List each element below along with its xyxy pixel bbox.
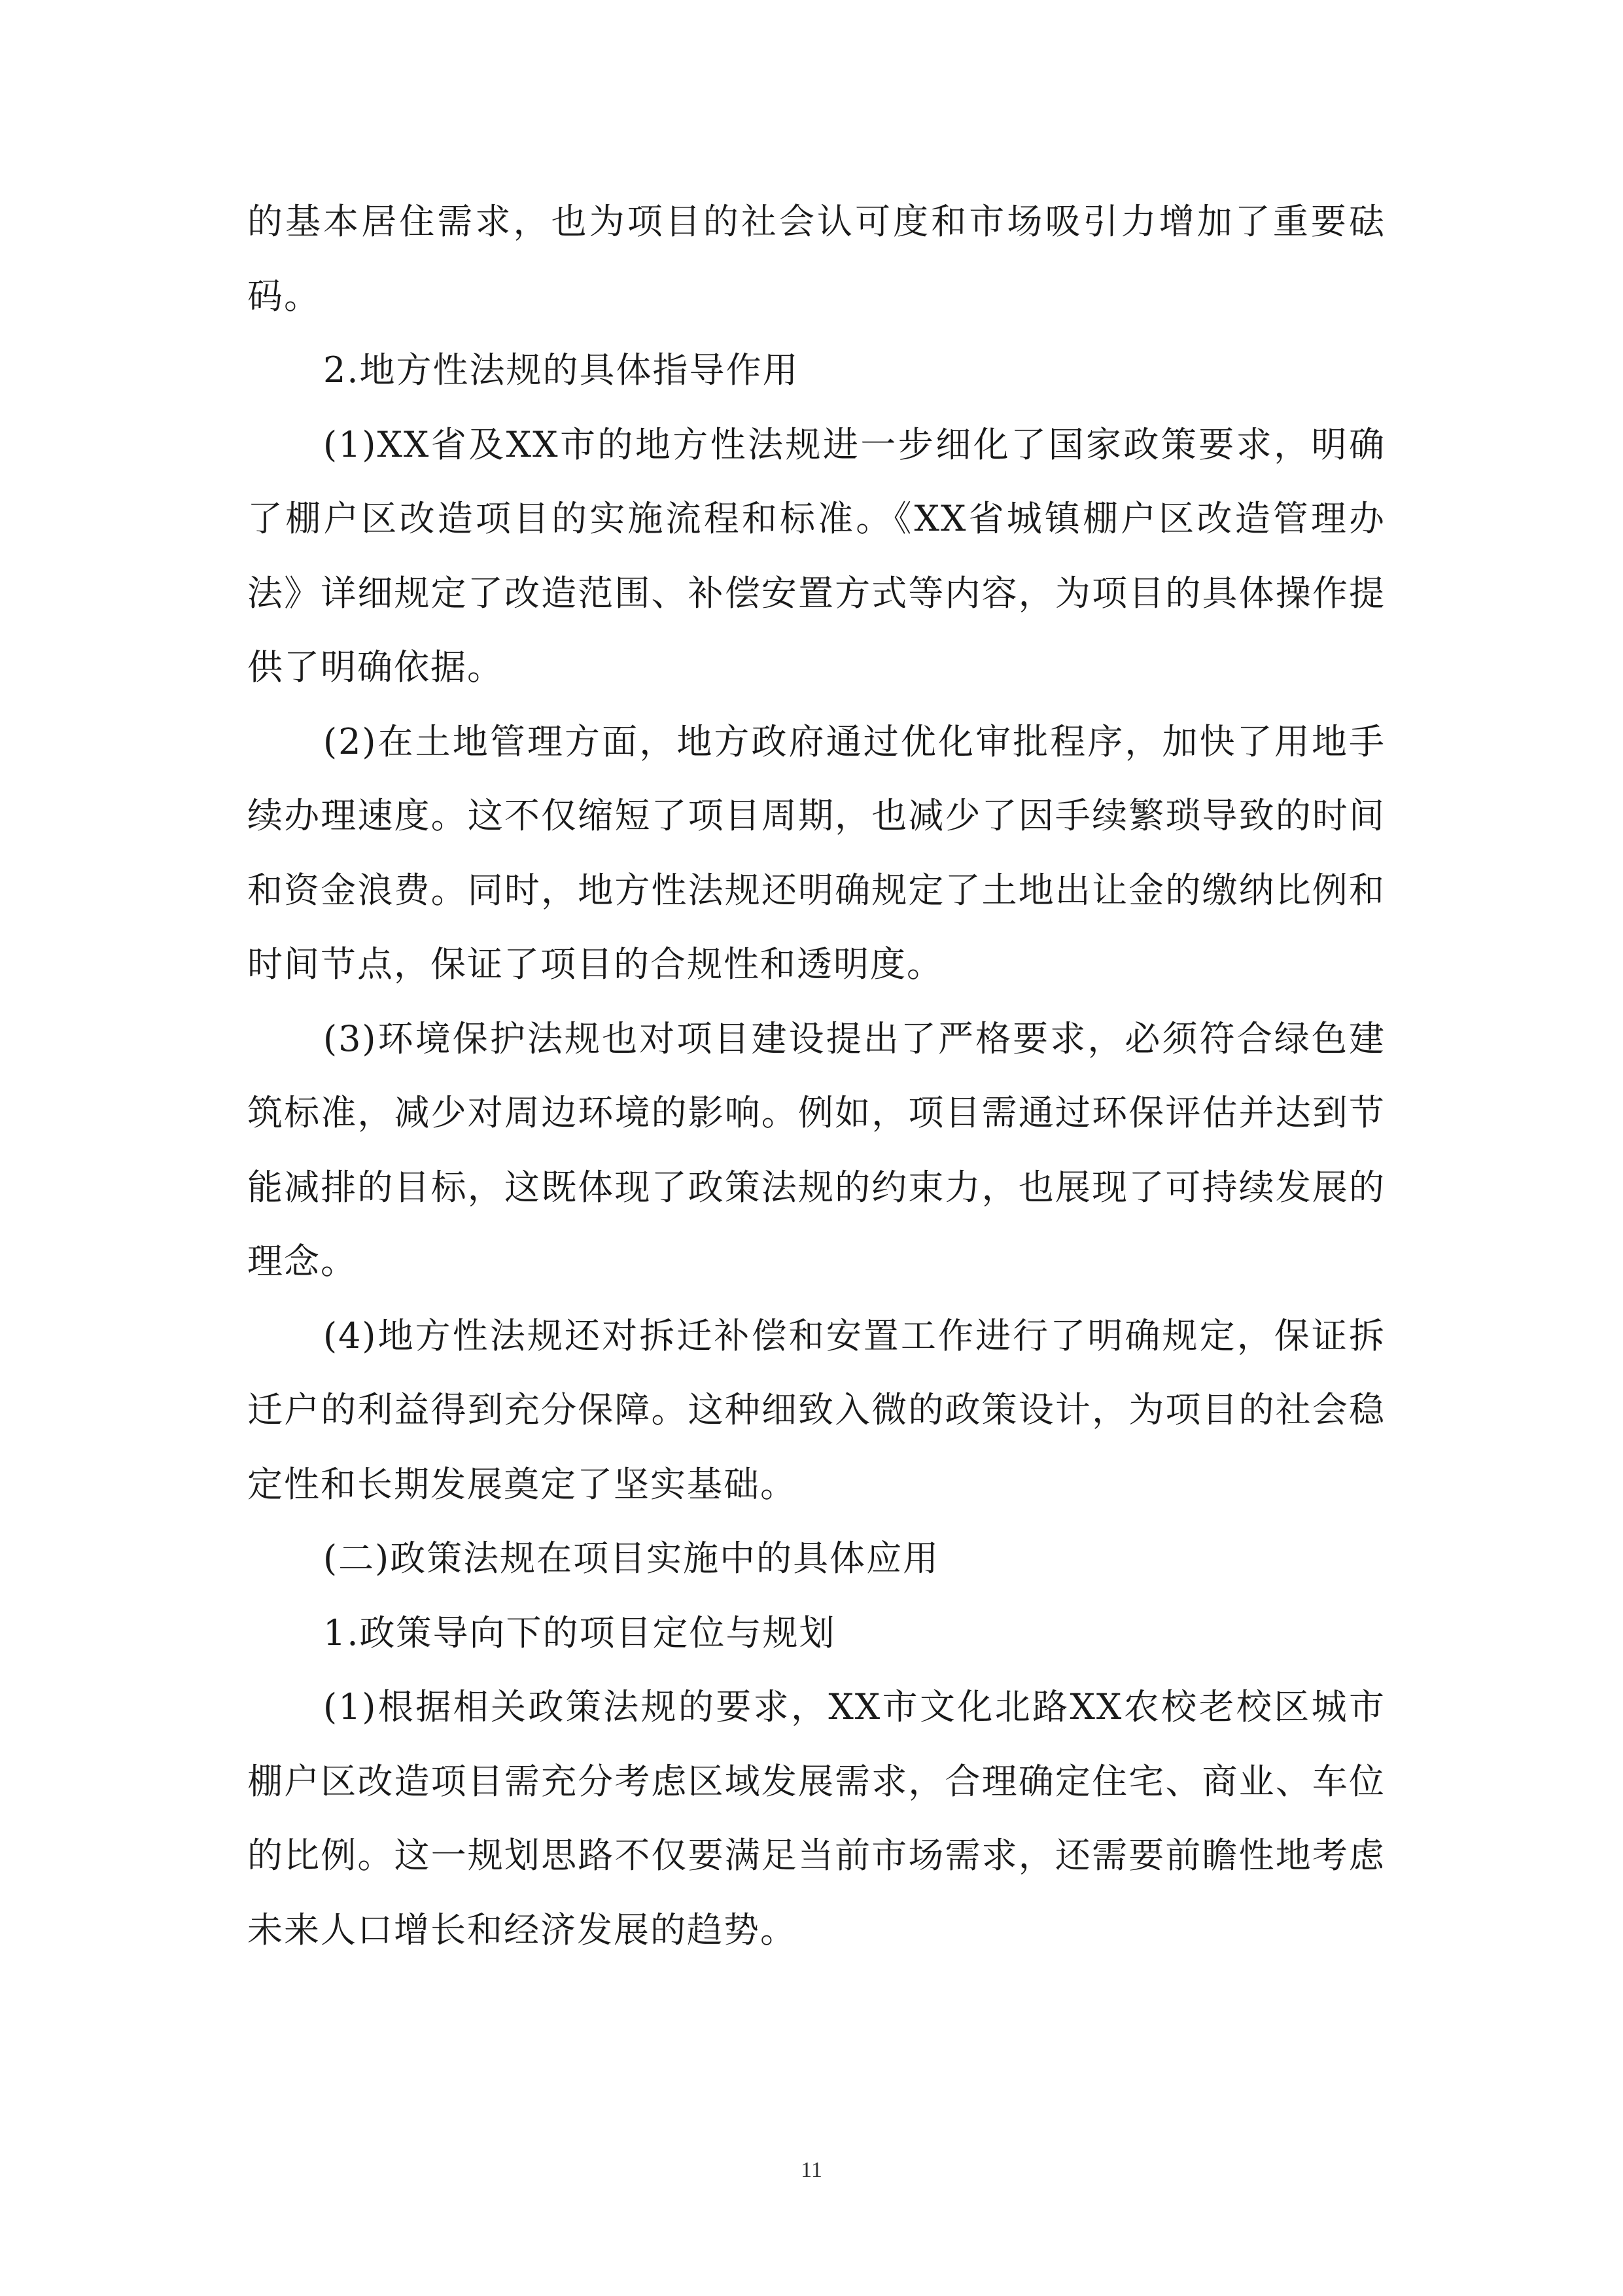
subheading-positioning-planning: 1.政策导向下的项目定位与规划 (323, 1612, 836, 1653)
section-heading-application: (二)政策法规在项目实施中的具体应用 (323, 1538, 940, 1579)
paragraph-item-3: (3)环境保护法规也对项目建设提出了严格要求，必须符合绿色建筑标准，减少对周边环境的影响。例如，项目需通过环保评估并达到节能减排的目标，这既体现了政策法规的约束力，也展现了可持续发展的理念。 (247, 1017, 1386, 1282)
paragraph-item-4: (4)地方性法规还对拆迁补偿和安置工作进行了明确规定，保证拆迁户的利益得到充分保障。这种细致入微的政策设计，为项目的社会稳定性和长期发展奠定了坚实基础。 (247, 1315, 1386, 1505)
page-number: 11 (801, 2158, 822, 2182)
subheading-local-regulations: 2.地方性法规的具体指导作用 (323, 349, 799, 391)
body-text (247, 185, 1386, 1967)
paragraph-item-2: (2)在土地管理方面，地方政府通过优化审批程序，加快了用地手续办理速度。这不仅缩短了项目周期，也减少了因手续繁琐导致的时间和资金浪费。同时，地方性法规还明确规定了土地出让金的缴纳比例和时间节点，保证了项目的合规性和透明度。 (247, 720, 1386, 985)
paragraph-item-planning-1: (1)根据相关政策法规的要求，XX市文化北路XX农校老校区城市棚户区改造项目需充分考虑区域发展需求，合理确定住宅、商业、车位的比例。这一规划思路不仅要满足当前市场需求，还需要前瞻性地考虑未来人口增长和经济发展的趋势。 (247, 1686, 1386, 1951)
paragraph-continuation: 的基本居住需求，也为项目的社会认可度和市场吸引力增加了重要砝码。 (247, 201, 1386, 317)
paragraph-item-1: (1)XX省及XX市的地方性法规进一步细化了国家政策要求，明确了棚户区改造项目的实施流程和标准。《XX省城镇棚户区改造管理办法》详细规定了改造范围、补偿安置方式等内容，为项目的具体操作提供了明确依据。 (247, 423, 1386, 688)
